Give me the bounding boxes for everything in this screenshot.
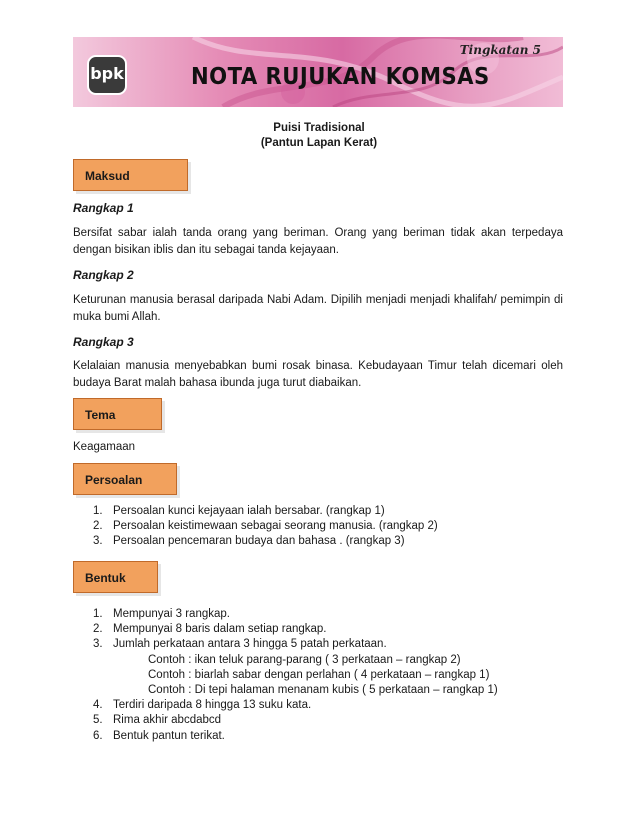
list-item: 2. Persoalan keistimewaan sebagai seorang manusia. (rangkap 2) xyxy=(93,520,438,533)
list-item: 3. Persoalan pencemaran budaya dan bahasa . (rangkap 3) xyxy=(93,535,405,548)
list-item: 1. Persoalan kunci kejayaan ialah bersabar. (rangkap 1) xyxy=(93,505,385,517)
example-line: Contoh : biarlah sabar dengan perlahan ( 4 perkataan – rangkap 1) xyxy=(148,668,490,681)
example-line: Contoh : Di tepi halaman menanam kubis ( 5 perkataan – rangkap 1) xyxy=(148,684,498,697)
list-item: 5. Rima akhir abcdabcd xyxy=(93,714,222,727)
section-bentuk: Bentuk xyxy=(73,561,158,593)
example-line: Contoh : ikan teluk parang-parang ( 3 perkataan – rangkap 2) xyxy=(148,653,461,666)
stanza-3-text: Kelalaian manusia menyebabkan bumi rosak binasa. Kebudayaan Timur telah dicemari oleh budaya Barat malah bahasa ibunda juga turut diabaikan. xyxy=(73,360,563,389)
header-banner xyxy=(73,37,563,107)
stanza-1-text: Bersifat sabar ialah tanda orang yang beriman. Orang yang beriman tidak akan terpedaya dengan bisikan iblis dan itu sebagai tanda kejayaan. xyxy=(73,227,563,256)
doc-title: Puisi Tradisional xyxy=(273,122,365,134)
stanza-2-heading: Rangkap 2 xyxy=(73,268,134,282)
list-item: 4. Terdiri daripada 8 hingga 13 suku kata. xyxy=(93,699,312,712)
banner-title: NOTA RUJUKAN KOMSAS xyxy=(191,64,490,90)
stanza-3-heading: Rangkap 3 xyxy=(73,335,134,349)
persoalan-list xyxy=(93,504,573,550)
list-item: 1. Mempunyai 3 rangkap. xyxy=(93,608,230,620)
list-item: 2. Mempunyai 8 baris dalam setiap rangkap. xyxy=(93,623,327,636)
bentuk-list xyxy=(93,607,573,744)
stanza-2-text: Keturunan manusia berasal daripada Nabi Adam. Dipilih menjadi menjadi khalifah/ pemimpin di muka bumi Allah. xyxy=(73,294,563,323)
section-tema: Tema xyxy=(73,398,162,430)
list-item: 6. Bentuk pantun terikat. xyxy=(93,729,225,742)
list-item: 3. Jumlah perkataan antara 3 hingga 5 patah perkataan. xyxy=(93,638,387,651)
grade-label: Tingkatan 5 xyxy=(459,43,541,57)
section-maksud: Maksud xyxy=(73,159,188,191)
doc-subtitle: (Pantun Lapan Kerat) xyxy=(260,137,378,149)
tema-text: Keagamaan xyxy=(73,441,136,453)
bpk-logo: bpk xyxy=(87,55,127,95)
stanza-1-heading: Rangkap 1 xyxy=(73,201,134,215)
section-persoalan: Persoalan xyxy=(73,463,177,495)
